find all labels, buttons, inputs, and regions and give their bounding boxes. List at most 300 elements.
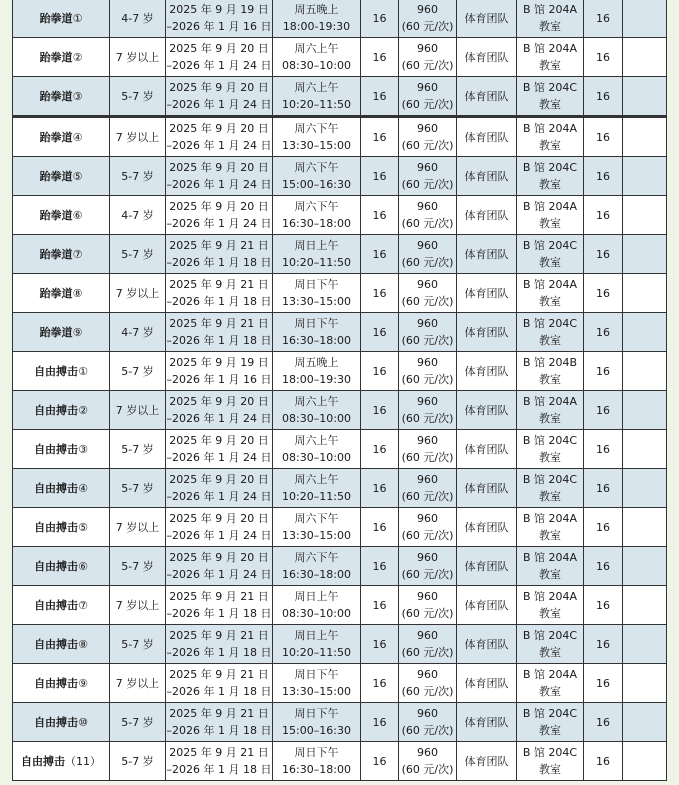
class-time-cell (273, 157, 361, 196)
room-building: B 馆 204C (522, 239, 578, 252)
room-cell (517, 77, 584, 117)
fee-per-session: (60 元/次) (401, 334, 454, 347)
class-type-cell: 体育团队 (457, 469, 517, 508)
class-type-cell: 体育团队 (457, 274, 517, 313)
date-end: –2026 年 1 月 24 日 (166, 139, 272, 152)
date-range-cell (166, 235, 273, 274)
class-time-cell (273, 664, 361, 703)
fee-per-session: (60 元/次) (401, 139, 454, 152)
date-start: 2025 年 9 月 21 日 (169, 590, 269, 603)
date-start: 2025 年 9 月 21 日 (169, 746, 269, 759)
age-cell: 7 岁以上 (110, 274, 166, 313)
class-time-cell (273, 0, 361, 38)
note-cell (623, 313, 667, 352)
class-type-cell: 体育团队 (457, 117, 517, 157)
note-cell (623, 38, 667, 77)
room-label: 教室 (539, 139, 561, 152)
course-name-cell (13, 508, 110, 547)
course-name-cell (13, 274, 110, 313)
course-name-cell (13, 625, 110, 664)
class-time: 08:30–10:00 (282, 412, 351, 425)
sessions-cell: 16 (361, 625, 399, 664)
room-cell (517, 313, 584, 352)
fee-per-session: (60 元/次) (401, 412, 454, 425)
note-cell (623, 352, 667, 391)
fee-amount: 960 (417, 629, 438, 642)
table-row (13, 157, 667, 196)
sessions-cell: 16 (361, 117, 399, 157)
course-name-cell (13, 352, 110, 391)
room-cell (517, 547, 584, 586)
class-type-cell: 体育团队 (457, 38, 517, 77)
fee-cell (399, 547, 457, 586)
note-cell (623, 508, 667, 547)
fee-amount: 960 (417, 395, 438, 408)
table-body (13, 0, 667, 781)
class-day: 周六上午 (294, 395, 339, 408)
room-building: B 馆 204C (522, 746, 578, 759)
date-range-cell (166, 117, 273, 157)
class-time-cell (273, 547, 361, 586)
fee-cell (399, 0, 457, 38)
date-start: 2025 年 9 月 20 日 (169, 161, 269, 174)
class-time: 08:30–10:00 (282, 607, 351, 620)
fee-cell (399, 117, 457, 157)
capacity-cell: 16 (584, 508, 623, 547)
age-cell: 5-7 岁 (110, 430, 166, 469)
room-building: B 馆 204C (522, 473, 578, 486)
room-cell (517, 352, 584, 391)
date-end: –2026 年 1 月 18 日 (166, 295, 272, 308)
room-cell (517, 38, 584, 77)
class-type-cell: 体育团队 (457, 77, 517, 117)
class-time: 18:00–19:30 (282, 373, 351, 386)
class-day: 周日上午 (294, 239, 339, 252)
class-day: 周五晚上 (294, 3, 339, 16)
room-label: 教室 (539, 685, 561, 698)
course-name: 跆拳道 (39, 11, 73, 25)
course-name: 跆拳道 (39, 208, 73, 222)
age-cell: 5-7 岁 (110, 547, 166, 586)
room-building: B 馆 204A (522, 512, 578, 525)
fee-per-session: (60 元/次) (401, 685, 454, 698)
fee-cell (399, 235, 457, 274)
table-row (13, 38, 667, 77)
fee-amount: 960 (417, 122, 438, 135)
class-time: 13:30–15:00 (282, 139, 351, 152)
sessions-cell: 16 (361, 391, 399, 430)
course-name: 自由搏击 (34, 403, 79, 417)
capacity-cell: 16 (584, 274, 623, 313)
fee-per-session: (60 元/次) (401, 451, 454, 464)
capacity-cell: 16 (584, 586, 623, 625)
class-day: 周六上午 (294, 42, 339, 55)
age-cell: 7 岁以上 (110, 117, 166, 157)
fee-cell (399, 664, 457, 703)
room-label: 教室 (539, 217, 561, 230)
age-cell: 7 岁以上 (110, 508, 166, 547)
age-cell: 7 岁以上 (110, 664, 166, 703)
class-time: 13:30–15:00 (282, 685, 351, 698)
age-cell: 5-7 岁 (110, 235, 166, 274)
class-time-cell (273, 274, 361, 313)
course-number: （11） (65, 754, 101, 768)
room-building: B 馆 204C (522, 434, 578, 447)
date-end: –2026 年 1 月 18 日 (166, 685, 272, 698)
fee-per-session: (60 元/次) (401, 490, 454, 503)
table-row (13, 0, 667, 38)
table-row (13, 196, 667, 235)
note-cell (623, 157, 667, 196)
note-cell (623, 235, 667, 274)
capacity-cell: 16 (584, 352, 623, 391)
class-type-cell: 体育团队 (457, 157, 517, 196)
course-number: ① (72, 11, 83, 25)
room-label: 教室 (539, 20, 561, 33)
table-row (13, 313, 667, 352)
table-row (13, 469, 667, 508)
course-number: ⑥ (72, 208, 83, 222)
fee-amount: 960 (417, 42, 438, 55)
class-type-cell: 体育团队 (457, 391, 517, 430)
class-day: 周六下午 (294, 161, 339, 174)
date-range-cell (166, 664, 273, 703)
course-number: ⑤ (78, 520, 88, 534)
room-label: 教室 (539, 724, 561, 737)
table-row (13, 77, 667, 117)
fee-per-session: (60 元/次) (401, 724, 454, 737)
fee-per-session: (60 元/次) (401, 59, 454, 72)
course-name-cell (13, 703, 110, 742)
note-cell (623, 274, 667, 313)
class-type-cell: 体育团队 (457, 235, 517, 274)
room-building: B 馆 204A (522, 42, 578, 55)
capacity-cell: 16 (584, 235, 623, 274)
note-cell (623, 430, 667, 469)
sessions-cell: 16 (361, 352, 399, 391)
fee-amount: 960 (417, 317, 438, 330)
age-cell: 7 岁以上 (110, 391, 166, 430)
date-end: –2026 年 1 月 24 日 (166, 490, 272, 503)
date-end: –2026 年 1 月 24 日 (166, 59, 272, 72)
room-building: B 馆 204B (522, 356, 578, 369)
note-cell (623, 742, 667, 781)
date-range-cell (166, 0, 273, 38)
class-time: 08:30–10:00 (282, 59, 351, 72)
course-name: 跆拳道 (39, 286, 73, 300)
fee-cell (399, 391, 457, 430)
date-end: –2026 年 1 月 18 日 (166, 646, 272, 659)
note-cell (623, 117, 667, 157)
fee-cell (399, 703, 457, 742)
course-name: 自由搏击 (34, 520, 79, 534)
fee-cell (399, 469, 457, 508)
course-name-cell (13, 235, 110, 274)
course-number: ⑨ (78, 676, 88, 690)
course-name: 跆拳道 (39, 130, 73, 144)
room-building: B 馆 204A (522, 395, 578, 408)
fee-amount: 960 (417, 473, 438, 486)
room-cell (517, 391, 584, 430)
date-end: –2026 年 1 月 16 日 (166, 373, 272, 386)
class-time-cell (273, 430, 361, 469)
date-range-cell (166, 742, 273, 781)
class-day: 周五晚上 (294, 356, 339, 369)
class-time-cell (273, 352, 361, 391)
class-time: 16:30–18:00 (282, 217, 351, 230)
course-name: 跆拳道 (39, 50, 73, 64)
table-row (13, 664, 667, 703)
class-type-cell: 体育团队 (457, 196, 517, 235)
fee-amount: 960 (417, 200, 438, 213)
course-number: ④ (72, 130, 83, 144)
room-building: B 馆 204A (522, 278, 578, 291)
course-name-cell (13, 742, 110, 781)
course-schedule-table (12, 0, 667, 781)
class-time: 08:30–10:00 (282, 451, 351, 464)
fee-per-session: (60 元/次) (401, 178, 454, 191)
table-row (13, 274, 667, 313)
date-start: 2025 年 9 月 20 日 (169, 395, 269, 408)
capacity-cell: 16 (584, 117, 623, 157)
room-cell (517, 196, 584, 235)
course-number: ③ (72, 89, 83, 103)
capacity-cell: 16 (584, 625, 623, 664)
date-end: –2026 年 1 月 18 日 (166, 724, 272, 737)
date-range-cell (166, 586, 273, 625)
course-name-cell (13, 547, 110, 586)
age-cell: 5-7 岁 (110, 625, 166, 664)
sessions-cell: 16 (361, 274, 399, 313)
fee-per-session: (60 元/次) (401, 607, 454, 620)
fee-amount: 960 (417, 3, 438, 16)
course-name: 自由搏击 (34, 481, 79, 495)
class-day: 周日上午 (294, 590, 339, 603)
capacity-cell: 16 (584, 77, 623, 117)
room-building: B 馆 204A (522, 122, 578, 135)
course-name: 自由搏击 (34, 676, 79, 690)
class-type-cell: 体育团队 (457, 703, 517, 742)
class-time-cell (273, 313, 361, 352)
date-start: 2025 年 9 月 21 日 (169, 239, 269, 252)
room-label: 教室 (539, 295, 561, 308)
sessions-cell: 16 (361, 0, 399, 38)
note-cell (623, 391, 667, 430)
capacity-cell: 16 (584, 313, 623, 352)
date-start: 2025 年 9 月 20 日 (169, 434, 269, 447)
room-label: 教室 (539, 334, 561, 347)
date-range-cell (166, 77, 273, 117)
fee-amount: 960 (417, 512, 438, 525)
date-end: –2026 年 1 月 24 日 (166, 451, 272, 464)
fee-amount: 960 (417, 746, 438, 759)
room-label: 教室 (539, 529, 561, 542)
age-cell: 4-7 岁 (110, 0, 166, 38)
date-start: 2025 年 9 月 19 日 (169, 3, 269, 16)
room-building: B 馆 204C (522, 81, 578, 94)
room-label: 教室 (539, 178, 561, 191)
room-building: B 馆 204A (522, 200, 578, 213)
fee-cell (399, 352, 457, 391)
room-building: B 馆 204A (522, 668, 578, 681)
date-end: –2026 年 1 月 24 日 (166, 568, 272, 581)
course-name: 自由搏击 (34, 364, 79, 378)
room-cell (517, 430, 584, 469)
class-time: 13:30–15:00 (282, 295, 351, 308)
course-name-cell (13, 586, 110, 625)
fee-per-session: (60 元/次) (401, 529, 454, 542)
age-cell: 4-7 岁 (110, 313, 166, 352)
course-number: ⑤ (72, 169, 83, 183)
room-cell (517, 117, 584, 157)
date-start: 2025 年 9 月 21 日 (169, 707, 269, 720)
room-label: 教室 (539, 451, 561, 464)
note-cell (623, 547, 667, 586)
room-label: 教室 (539, 490, 561, 503)
date-end: –2026 年 1 月 24 日 (166, 412, 272, 425)
date-range-cell (166, 313, 273, 352)
age-cell: 5-7 岁 (110, 469, 166, 508)
date-end: –2026 年 1 月 24 日 (166, 98, 272, 111)
table-row (13, 742, 667, 781)
class-time: 16:30–18:00 (282, 334, 351, 347)
fee-per-session: (60 元/次) (401, 646, 454, 659)
class-day: 周日下午 (294, 746, 339, 759)
capacity-cell: 16 (584, 157, 623, 196)
class-time-cell (273, 469, 361, 508)
room-cell (517, 703, 584, 742)
class-time-cell (273, 742, 361, 781)
fee-amount: 960 (417, 81, 438, 94)
note-cell (623, 625, 667, 664)
fee-cell (399, 157, 457, 196)
course-number: ⑦ (78, 598, 88, 612)
course-number: ③ (78, 442, 88, 456)
date-start: 2025 年 9 月 19 日 (169, 356, 269, 369)
class-type-cell: 体育团队 (457, 625, 517, 664)
class-time-cell (273, 391, 361, 430)
room-label: 教室 (539, 412, 561, 425)
capacity-cell: 16 (584, 0, 623, 38)
room-building: B 馆 204A (522, 3, 578, 16)
table-row (13, 703, 667, 742)
age-cell: 7 岁以上 (110, 586, 166, 625)
date-start: 2025 年 9 月 20 日 (169, 551, 269, 564)
class-time-cell (273, 196, 361, 235)
fee-amount: 960 (417, 551, 438, 564)
fee-cell (399, 742, 457, 781)
fee-cell (399, 625, 457, 664)
fee-amount: 960 (417, 356, 438, 369)
date-range-cell (166, 196, 273, 235)
course-name-cell (13, 313, 110, 352)
room-building: B 馆 204A (522, 551, 578, 564)
table-row (13, 508, 667, 547)
capacity-cell: 16 (584, 664, 623, 703)
class-day: 周六下午 (294, 512, 339, 525)
class-time-cell (273, 586, 361, 625)
date-range-cell (166, 547, 273, 586)
course-name-cell (13, 77, 110, 117)
class-time-cell (273, 117, 361, 157)
date-start: 2025 年 9 月 20 日 (169, 42, 269, 55)
capacity-cell: 16 (584, 469, 623, 508)
room-building: B 馆 204C (522, 707, 578, 720)
course-name-cell (13, 664, 110, 703)
room-building: B 馆 204C (522, 161, 578, 174)
sessions-cell: 16 (361, 742, 399, 781)
sessions-cell: 16 (361, 313, 399, 352)
class-type-cell: 体育团队 (457, 313, 517, 352)
class-type-cell: 体育团队 (457, 664, 517, 703)
course-number: ④ (78, 481, 88, 495)
date-start: 2025 年 9 月 21 日 (169, 668, 269, 681)
course-name: 跆拳道 (39, 89, 73, 103)
date-range-cell (166, 625, 273, 664)
date-start: 2025 年 9 月 21 日 (169, 317, 269, 330)
class-day: 周六上午 (294, 81, 339, 94)
course-name: 跆拳道 (39, 247, 73, 261)
note-cell (623, 586, 667, 625)
date-end: –2026 年 1 月 24 日 (166, 529, 272, 542)
sessions-cell: 16 (361, 469, 399, 508)
course-name-cell (13, 157, 110, 196)
date-range-cell (166, 157, 273, 196)
course-name-cell (13, 0, 110, 38)
class-day: 周日下午 (294, 278, 339, 291)
note-cell (623, 664, 667, 703)
room-cell (517, 625, 584, 664)
capacity-cell: 16 (584, 547, 623, 586)
course-name: 自由搏击 (34, 559, 79, 573)
class-type-cell: 体育团队 (457, 586, 517, 625)
note-cell (623, 703, 667, 742)
class-time: 16:30–18:00 (282, 763, 351, 776)
class-time: 15:00–16:30 (282, 724, 351, 737)
course-name-cell (13, 391, 110, 430)
class-day: 周六上午 (294, 434, 339, 447)
class-day: 周日下午 (294, 668, 339, 681)
fee-cell (399, 38, 457, 77)
course-name: 跆拳道 (39, 169, 73, 183)
class-time: 13:30–15:00 (282, 529, 351, 542)
room-cell (517, 0, 584, 38)
fee-per-session: (60 元/次) (401, 98, 454, 111)
age-cell: 5-7 岁 (110, 157, 166, 196)
class-time-cell (273, 77, 361, 117)
room-cell (517, 274, 584, 313)
date-range-cell (166, 703, 273, 742)
class-time-cell (273, 508, 361, 547)
date-end: –2026 年 1 月 18 日 (166, 607, 272, 620)
room-cell (517, 742, 584, 781)
sessions-cell: 16 (361, 235, 399, 274)
room-label: 教室 (539, 256, 561, 269)
date-start: 2025 年 9 月 20 日 (169, 81, 269, 94)
table-row (13, 391, 667, 430)
class-day: 周日上午 (294, 629, 339, 642)
course-number: ① (78, 364, 88, 378)
note-cell (623, 0, 667, 38)
date-start: 2025 年 9 月 20 日 (169, 200, 269, 213)
course-name-cell (13, 430, 110, 469)
room-cell (517, 157, 584, 196)
class-time-cell (273, 625, 361, 664)
class-time: 16:30–18:00 (282, 568, 351, 581)
note-cell (623, 196, 667, 235)
age-cell: 4-7 岁 (110, 196, 166, 235)
fee-cell (399, 430, 457, 469)
